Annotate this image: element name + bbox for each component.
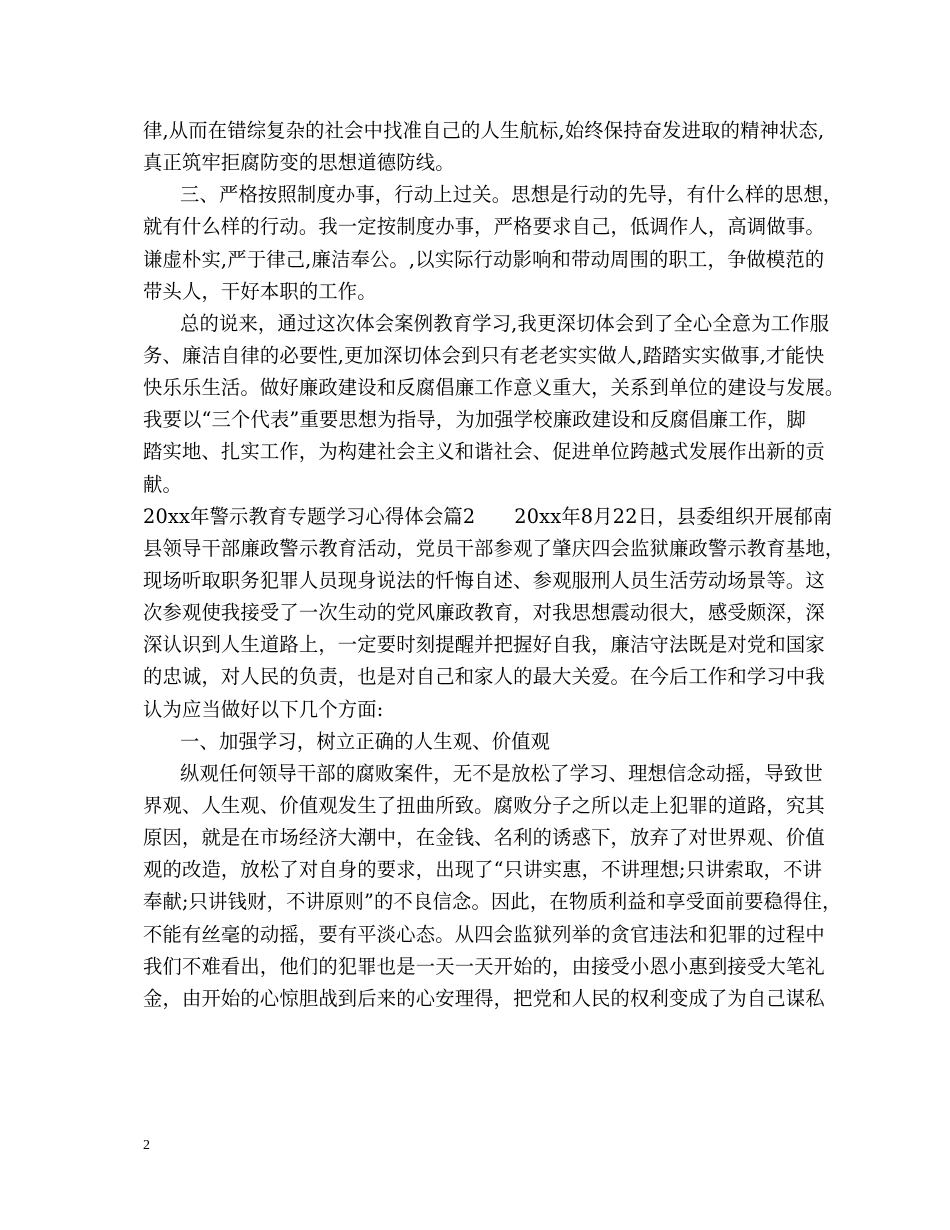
text-line: 界观、人生观、价值观发生了扭曲所致。腐败分子之所以走上犯罪的道路，究其 bbox=[143, 793, 825, 817]
text-line: 带头人，干好本职的工作。 bbox=[143, 279, 377, 303]
text-line: 真正筑牢拒腐防变的思想道德防线。 bbox=[143, 151, 455, 175]
text-line: 观的改造，放松了对自身的要求，出现了“只讲实惠，不讲理想;只讲索取，不讲 bbox=[143, 858, 823, 882]
page-number: 2 bbox=[143, 1138, 150, 1153]
section-title-line: 20xx年警示教育专题学习心得体会篇2 20xx年8月22日，县委组织开展郁南 bbox=[143, 504, 833, 528]
text-line: 踏实地、扎实工作，为构建社会主义和谐社会、促进单位跨越式发展作出新的贡 bbox=[143, 440, 825, 464]
text-line: 原因，就是在市场经济大潮中，在金钱、名利的诱惑下，放弃了对世界观、价值 bbox=[143, 826, 825, 850]
text-line: 不能有丝毫的动摇，要有平淡心态。从四会监狱列举的贪官违法和犯罪的过程中 bbox=[143, 922, 825, 946]
subheading-line: 一、加强学习，树立正确的人生观、价值观 bbox=[180, 729, 551, 753]
text-line: 的忠诚，对人民的负责，也是对自己和家人的最大关爱。在今后工作和学习中我 bbox=[143, 665, 825, 689]
text-line: 认为应当做好以下几个方面: bbox=[143, 697, 384, 721]
text-line: 献。 bbox=[143, 472, 182, 496]
text-line: 快乐乐生活。做好廉政建设和反腐倡廉工作意义重大，关系到单位的建设与发展。 bbox=[143, 376, 845, 400]
document-body bbox=[143, 115, 845, 1015]
text-line: 律,从而在错综复杂的社会中找准自己的人生航标,始终保持奋发进取的精神状态, bbox=[143, 119, 825, 142]
text-line: 谦虚朴实,严于律己,廉洁奉公。,以实际行动影响和带动周围的职工，争做模范的 bbox=[143, 247, 825, 271]
text-line: 我要以“三个代表”重要思想为指导，为加强学校廉政建设和反腐倡廉工作，脚 bbox=[143, 408, 806, 432]
text-line: 县领导干部廉政警示教育活动，党员干部参观了肇庆四会监狱廉政警示教育基地， bbox=[143, 536, 845, 560]
text-line: 现场听取职务犯罪人员现身说法的忏悔自述、参观服刑人员生活劳动场景等。这 bbox=[143, 568, 825, 592]
text-line: 深认识到人生道路上，一定要时刻提醒并把握好自我，廉洁守法既是对党和国家 bbox=[143, 633, 825, 657]
text-line: 务、廉洁自律的必要性,更加深切体会到只有老老实实做人,踏踏实实做事,才能快 bbox=[143, 343, 825, 367]
paragraph-start-line: 纵观任何领导干部的腐败案件，无不是放松了学习、理想信念动摇，导致世 bbox=[180, 761, 823, 785]
text-line: 金，由开始的心惊胆战到后来的心安理得，把党和人民的权利变成了为自己谋私 bbox=[143, 986, 825, 1010]
paragraph-start-line: 三、严格按照制度办事，行动上过关。思想是行动的先导，有什么样的思想， bbox=[180, 183, 843, 207]
paragraph-start-line: 总的说来，通过这次体会案例教育学习,我更深切体会到了全心全意为工作服 bbox=[180, 311, 830, 335]
text-line: 奉献;只讲钱财，不讲原则”的不良信念。因此，在物质利益和享受面前要稳得住， bbox=[143, 890, 842, 914]
text-line: 就有什么样的行动。我一定按制度办事，严格要求自己，低调作人，高调做事。 bbox=[143, 215, 825, 239]
text-line: 次参观使我接受了一次生动的党风廉政教育，对我思想震动很大，感受颇深，深 bbox=[143, 601, 825, 625]
text-line: 我们不难看出，他们的犯罪也是一天一天开始的，由接受小恩小惠到接受大笔礼 bbox=[143, 954, 825, 978]
